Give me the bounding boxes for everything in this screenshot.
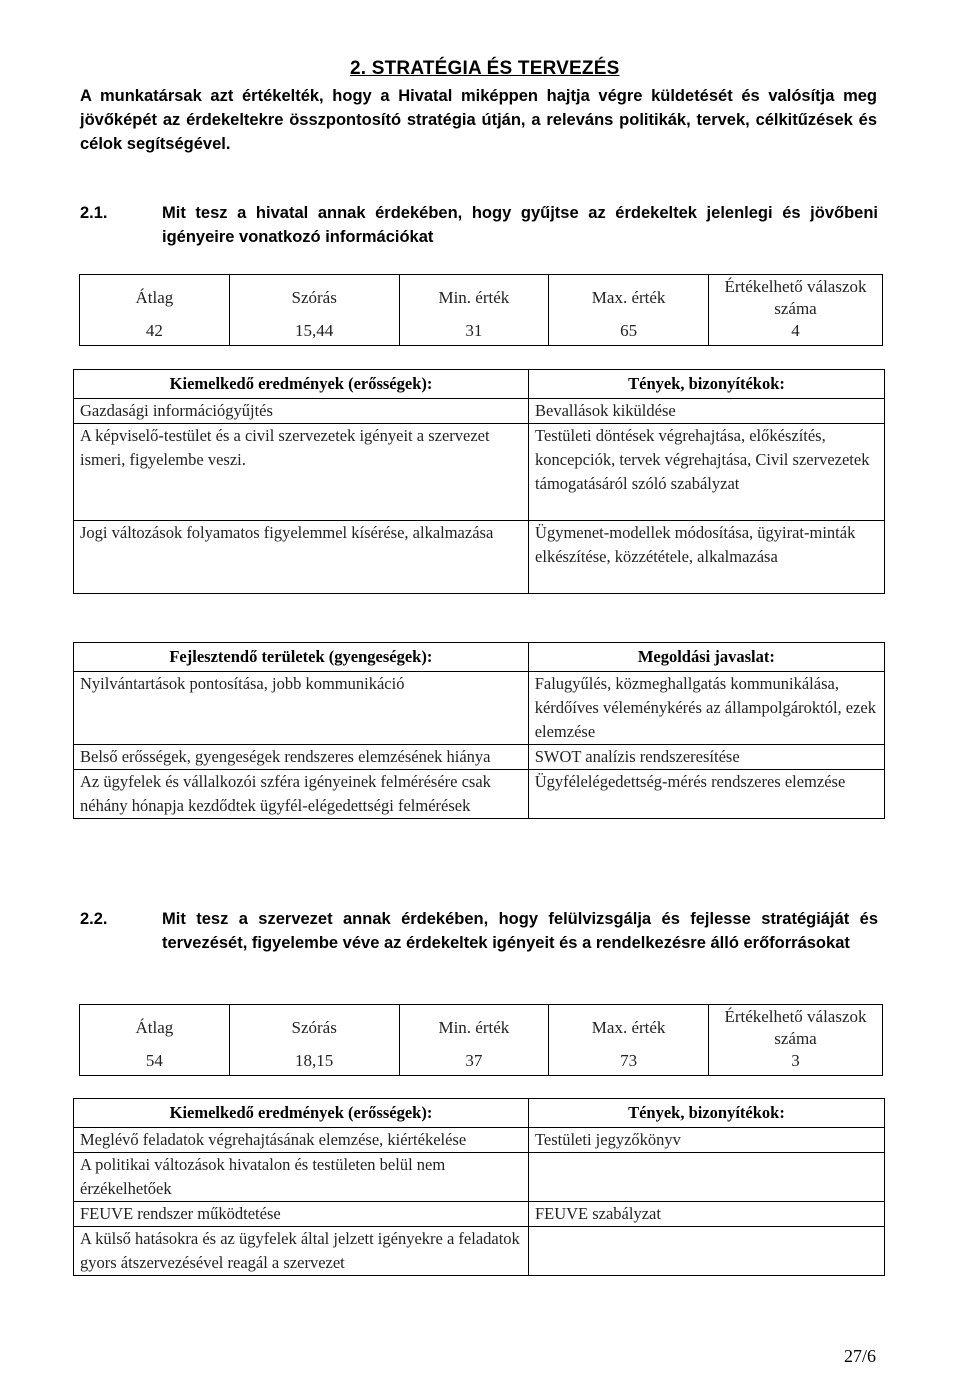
stat-header: Átlag	[80, 1005, 230, 1052]
strength-cell: FEUVE rendszer működtetése	[74, 1202, 529, 1227]
evidence-cell	[528, 1153, 884, 1202]
column-header: Kiemelkedő eredmények (erősségek):	[74, 370, 529, 399]
page-number: 27/6	[843, 1346, 876, 1366]
strengths-table-2-1	[73, 369, 885, 594]
table-row	[74, 424, 885, 521]
table-row	[74, 521, 885, 594]
stat-value: 3	[708, 1051, 882, 1076]
stat-value: 42	[80, 321, 230, 346]
stats-table-2-2	[79, 1004, 883, 1076]
strength-cell: A külső hatásokra és az ügyfelek által jelzett igényekre a feladatok gyors átszervezésével reagál a szervezet	[74, 1227, 529, 1276]
stat-header: Értékelhető válaszok száma	[708, 1005, 882, 1052]
strength-cell: Meglévő feladatok végrehajtásának elemzése, kiértékelése	[74, 1128, 529, 1153]
stat-value: 18,15	[229, 1051, 399, 1076]
evidence-cell	[528, 1227, 884, 1276]
evidence-cell: Ügymenet-modellek módosítása, ügyirat-minták elkészítése, közzététele, alkalmazása	[529, 521, 885, 594]
strength-cell: Jogi változások folyamatos figyelemmel kísérése, alkalmazása	[74, 521, 529, 594]
stat-value: 4	[708, 321, 882, 346]
stat-header: Átlag	[80, 275, 230, 322]
stat-header: Szórás	[229, 275, 399, 322]
evidence-cell: Testületi döntések végrehajtása, előkészítés, koncepciók, tervek végrehajtása, Civil szervezetek támogatásáról szóló szabályzat	[529, 424, 885, 521]
table-row	[74, 745, 885, 770]
table-row	[74, 1227, 885, 1276]
table-row	[74, 399, 885, 424]
intro-paragraph: A munkatársak azt értékelték, hogy a Hivatal miképpen hajtja végre küldetését és valósítja meg jövőképét az érdekeltekre összpontosító stratégia útján, a releváns politikák, tervek, célkitűzések és célok segítségével.	[80, 87, 877, 153]
stat-value: 31	[399, 321, 549, 346]
table-row	[74, 1153, 885, 1202]
column-header: Tények, bizonyítékok:	[529, 370, 885, 399]
strength-cell: A képviselő-testület és a civil szervezetek igényeit a szervezet ismeri, figyelembe veszi.	[74, 424, 529, 521]
weakness-cell: Nyilvántartások pontosítása, jobb kommunikáció	[74, 672, 529, 745]
stat-header: Szórás	[229, 1005, 399, 1052]
column-header: Tények, bizonyítékok:	[528, 1099, 884, 1128]
stat-value: 15,44	[229, 321, 399, 346]
question-text: Mit tesz a szervezet annak érdekében, hogy felülvizsgálja és fejlesse stratégiáját és tervezését, figyelembe véve az érdekeltek igényeit és a rendelkezésre álló erőforrásokat	[162, 910, 878, 952]
solution-cell: Ügyfélelégedettség-mérés rendszeres elemzése	[528, 770, 884, 819]
evidence-cell: FEUVE szabályzat	[528, 1202, 884, 1227]
question-number: 2.2.	[80, 910, 108, 928]
strength-cell: Gazdasági információgyűjtés	[74, 399, 529, 424]
solution-cell: SWOT analízis rendszeresítése	[528, 745, 884, 770]
stat-header: Max. érték	[549, 275, 709, 322]
evidence-cell: Testületi jegyzőkönyv	[528, 1128, 884, 1153]
stat-value: 54	[80, 1051, 230, 1076]
stats-table-2-1	[79, 274, 883, 346]
stat-header: Értékelhető válaszok száma	[708, 275, 882, 322]
column-header: Kiemelkedő eredmények (erősségek):	[74, 1099, 529, 1128]
table-row	[74, 672, 885, 745]
strength-cell: A politikai változások hivatalon és testületen belül nem érzékelhetőek	[74, 1153, 529, 1202]
evidence-cell: Bevallások kiküldése	[529, 399, 885, 424]
table-row	[74, 770, 885, 819]
stat-value: 73	[549, 1051, 709, 1076]
section-heading: 2. STRATÉGIA ÉS TERVEZÉS	[350, 58, 620, 79]
stat-header: Min. érték	[399, 1005, 549, 1052]
stat-header: Min. érték	[399, 275, 549, 322]
stat-header: Max. érték	[549, 1005, 709, 1052]
stat-value: 37	[399, 1051, 549, 1076]
table-row	[74, 1128, 885, 1153]
column-header: Fejlesztendő területek (gyengeségek):	[74, 643, 529, 672]
weaknesses-table-2-1	[73, 642, 885, 819]
column-header: Megoldási javaslat:	[528, 643, 884, 672]
strengths-table-2-2	[73, 1098, 885, 1276]
weakness-cell: Az ügyfelek és vállalkozói szféra igényeinek felmérésére csak néhány hónapja kezdődtek ügyfél-elégedettségi felmérések	[74, 770, 529, 819]
question-text: Mit tesz a hivatal annak érdekében, hogy gyűjtse az érdekeltek jelenlegi és jövőbeni igényeire vonatkozó információkat	[162, 204, 878, 246]
stat-value: 65	[549, 321, 709, 346]
question-number: 2.1.	[80, 204, 108, 222]
solution-cell: Falugyűlés, közmeghallgatás kommunikálása, kérdőíves véleménykérés az állampolgároktól, ezek elemzése	[528, 672, 884, 745]
table-row	[74, 1202, 885, 1227]
weakness-cell: Belső erősségek, gyengeségek rendszeres elemzésének hiánya	[74, 745, 529, 770]
